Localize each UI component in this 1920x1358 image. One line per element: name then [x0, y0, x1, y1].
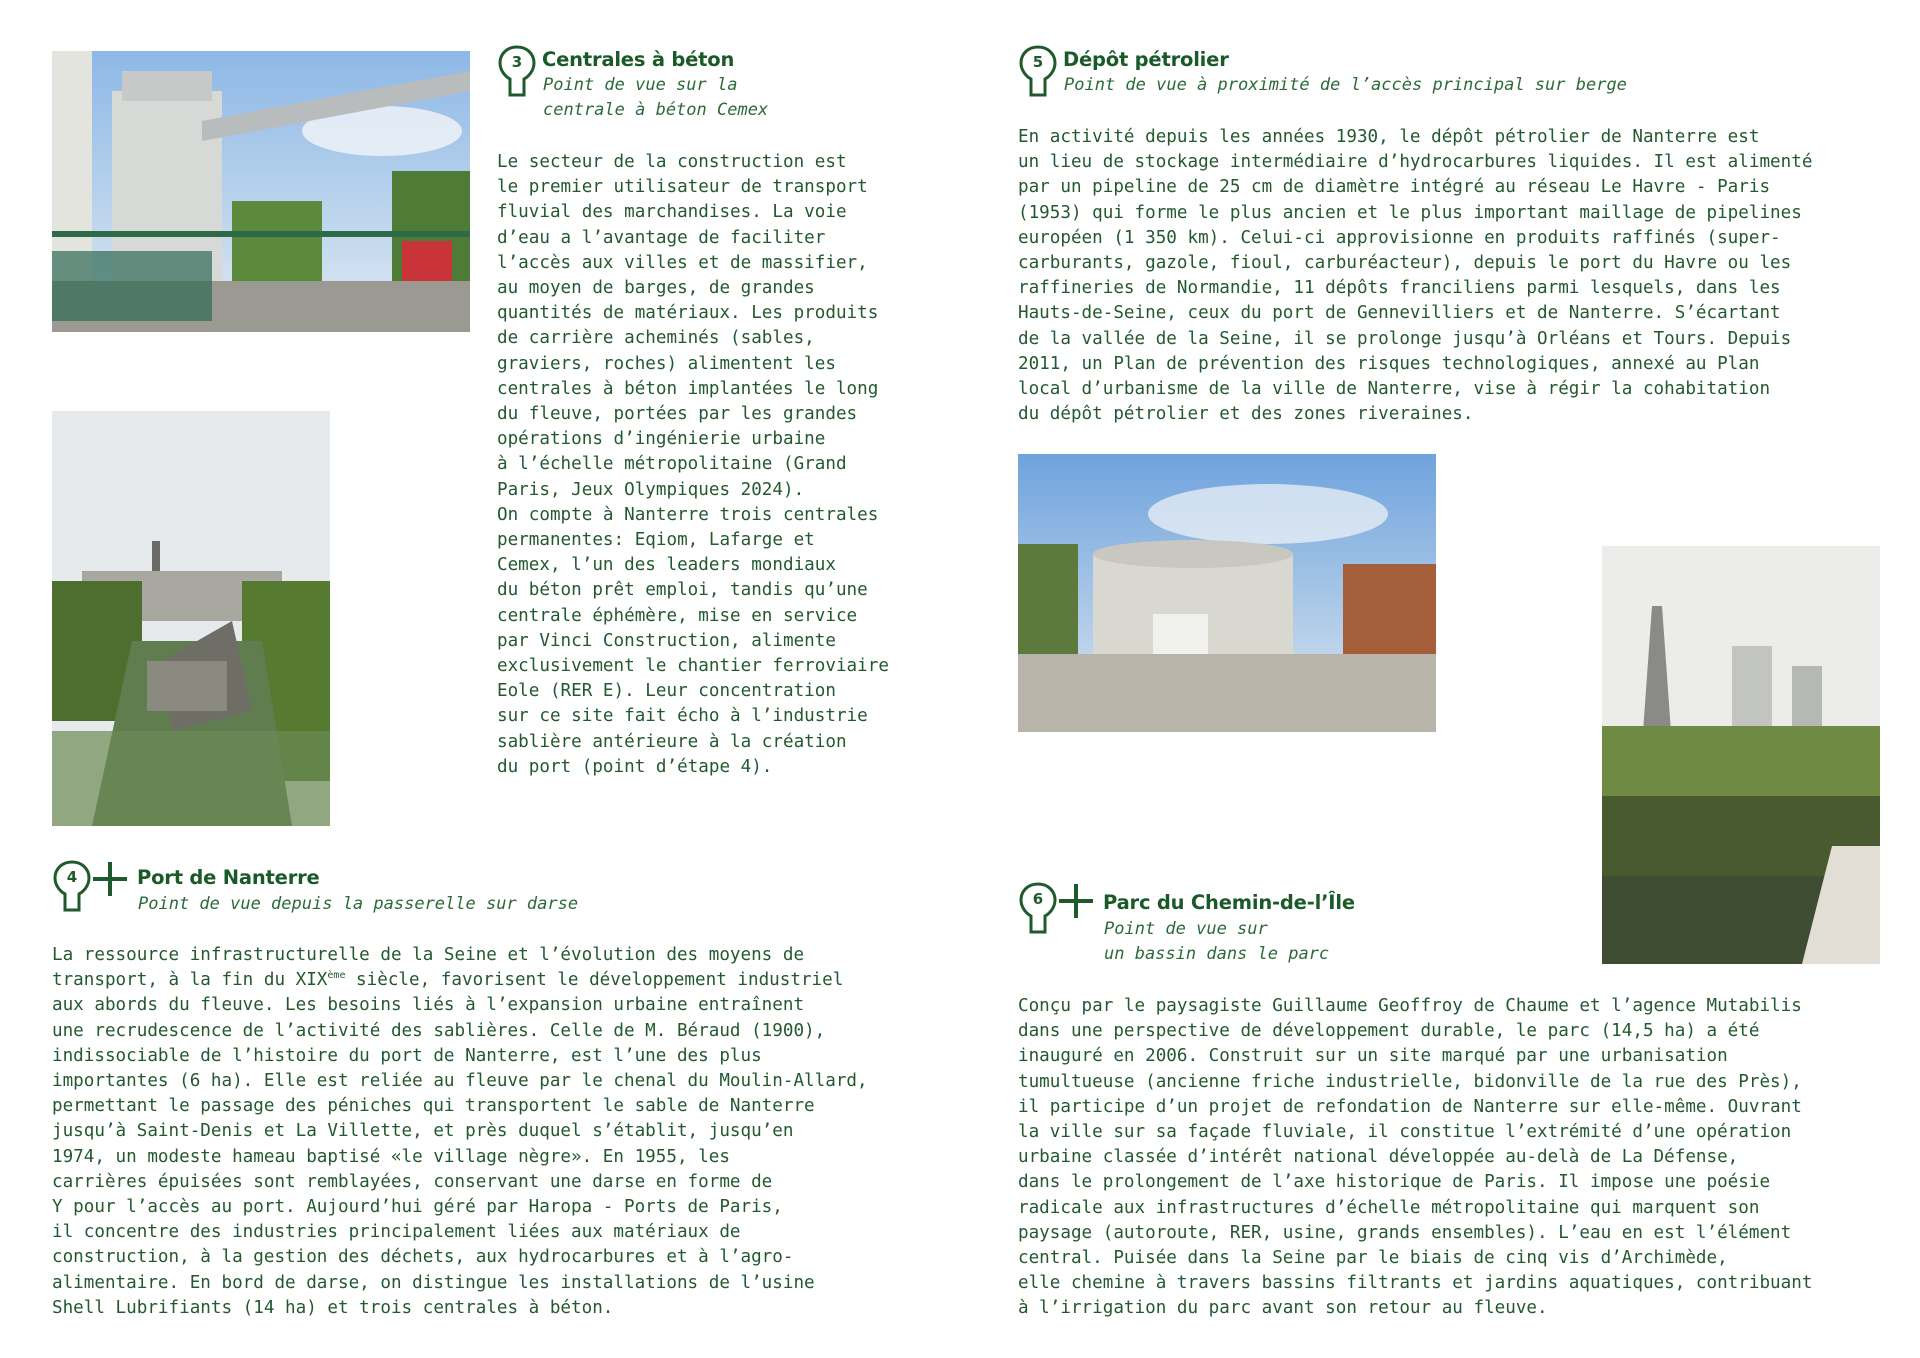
waypoint-marker-5	[1018, 45, 1058, 97]
section-title: Parc du Chemin-de-l’Île	[1103, 891, 1355, 914]
subtitle-line: Point de vue à proximité de l’accès principal sur berge	[1064, 75, 1627, 95]
body-line: quantités de matériaux. Les produits	[497, 303, 879, 324]
body-line: du fleuve, portées par les grandes	[497, 404, 858, 425]
subtitle-line: un bassin dans le parc	[1104, 944, 1330, 964]
subtitle-line: Point de vue sur la	[543, 75, 738, 95]
waypoint-marker-3	[497, 45, 537, 97]
body-line: la ville sur sa façade fluviale, il constitue l’extrémité d’une opération	[1018, 1122, 1792, 1143]
section-body	[1018, 994, 1812, 1322]
body-line: par Vinci Construction, alimente	[497, 630, 836, 651]
section-subtitle	[543, 73, 768, 123]
section-title: Port de Nanterre	[137, 866, 320, 889]
section-body	[1018, 125, 1812, 427]
body-line: Cemex, l’un des leaders mondiaux	[497, 555, 836, 576]
body-line: exclusivement le chantier ferroviaire	[497, 656, 889, 677]
body-line: dans une perspective de développement durable, le parc (14,5 ha) a été	[1018, 1021, 1760, 1042]
plus-icon	[1059, 884, 1093, 918]
body-line: graviers, roches) alimentent les	[497, 353, 836, 374]
body-line: fluvial des marchandises. La voie	[497, 202, 847, 223]
body-line: permettant le passage des péniches qui transportent le sable de Nanterre	[52, 1096, 815, 1117]
subtitle-line: Point de vue depuis la passerelle sur darse	[138, 894, 579, 914]
body-line: elle chemine à travers bassins filtrants et jardins aquatiques, contribuant	[1018, 1273, 1813, 1294]
body-line: En activité depuis les années 1930, le dépôt pétrolier de Nanterre est	[1018, 127, 1760, 147]
body-line: Y pour l’accès au port. Aujourd’hui géré par Haropa - Ports de Paris,	[52, 1197, 783, 1218]
section-body	[497, 150, 889, 780]
body-line: urbaine classée d’intérêt national développée au-delà de La Défense,	[1018, 1147, 1739, 1168]
photo-barge-darse	[52, 411, 330, 826]
body-line: Le secteur de la construction est	[497, 152, 847, 172]
plus-icon	[93, 862, 127, 896]
body-line: une recrudescence de l’activité des sablières. Celle de M. Béraud (1900),	[52, 1020, 826, 1041]
section-subtitle	[1104, 917, 1329, 967]
body-line: local d’urbanisme de la ville de Nanterre, vise à régir la cohabitation	[1018, 379, 1771, 400]
body-line: il participe d’un projet de refondation de Nanterre sur elle-même. Ouvrant	[1018, 1096, 1802, 1117]
body-line: (1953) qui forme le plus ancien et le plus important maillage de pipelines	[1018, 202, 1802, 223]
body-line: européen (1 350 km). Celui-ci approvisionne en produits raffinés (super-	[1018, 227, 1781, 248]
body-line: à l’irrigation du parc avant son retour au fleuve.	[1018, 1298, 1548, 1319]
body-line: permanentes: Eqiom, Lafarge et	[497, 530, 815, 551]
body-line: alimentaire. En bord de darse, on distingue les installations de l’usine	[52, 1272, 815, 1293]
body-line: l’accès aux villes et de massifier,	[497, 252, 868, 273]
photo-oil-depot	[1018, 454, 1436, 732]
waypoint-number: 6	[1032, 890, 1044, 908]
body-line: Shell Lubrifiants (14 ha) et trois centrales à béton.	[52, 1297, 614, 1318]
waypoint-marker-4	[52, 860, 92, 912]
section-subtitle	[1064, 73, 1627, 98]
body-line: construction, à la gestion des déchets, aux hydrocarbures et à l’agro-	[52, 1247, 794, 1268]
body-line: Paris, Jeux Olympiques 2024).	[497, 479, 805, 500]
section-subtitle	[138, 892, 578, 917]
body-line: jusqu’à Saint-Denis et La Villette, et près duquel s’établit, jusqu’en	[52, 1121, 794, 1142]
body-line: raffineries de Normandie, 11 dépôts franciliens parmi lesquels, dans les	[1018, 278, 1781, 299]
body-line: Eole (RER E). Leur concentration	[497, 681, 836, 702]
subtitle-line: centrale à béton Cemex	[543, 100, 769, 120]
body-fragment: transport, à la fin du XIX	[52, 970, 328, 991]
body-line: inauguré en 2006. Construit sur un site marqué par une urbanisation	[1018, 1046, 1728, 1067]
body-line: du dépôt pétrolier et des zones riveraines.	[1018, 404, 1474, 425]
body-line: un lieu de stockage intermédiaire d’hydrocarbures liquides. Il est alimenté	[1018, 152, 1813, 173]
section-body	[52, 943, 868, 1321]
body-line	[52, 968, 868, 993]
body-line: carrières épuisées sont remblayées, conservant une darse en forme de	[52, 1171, 773, 1192]
body-line: dans le prolongement de l’axe historique de Paris. Il impose une poésie	[1018, 1172, 1771, 1193]
body-line: sur ce site fait écho à l’industrie	[497, 706, 868, 727]
body-line: indissociable de l’histoire du port de Nanterre, est l’une des plus	[52, 1045, 762, 1066]
body-line: de la vallée de la Seine, il se prolonge jusqu’à Orléans et Tours. Depuis	[1018, 328, 1792, 349]
body-line: centrale éphémère, mise en service	[497, 605, 858, 626]
subtitle-line: Point de vue sur	[1104, 919, 1268, 939]
body-line: On compte à Nanterre trois centrales	[497, 504, 879, 525]
body-line: central. Puisée dans la Seine par le biais de cinq vis d’Archimède,	[1018, 1248, 1728, 1269]
body-line: aux abords du fleuve. Les besoins liés à l’expansion urbaine entraînent	[52, 995, 805, 1016]
body-line: paysage (autoroute, RER, usine, grands ensembles). L’eau en est l’élément	[1018, 1222, 1792, 1243]
waypoint-marker-6	[1018, 882, 1058, 934]
body-line: du béton prêt emploi, tandis qu’une	[497, 580, 868, 601]
body-line: à l’échelle métropolitaine (Grand	[497, 454, 847, 475]
section-title: Dépôt pétrolier	[1063, 48, 1229, 71]
photo-concrete-plant	[52, 51, 470, 332]
body-line: sablière antérieure à la création	[497, 731, 847, 752]
waypoint-number: 4	[66, 868, 78, 886]
body-line: Hauts-de-Seine, ceux du port de Gennevilliers et de Nanterre. S’écartant	[1018, 303, 1781, 324]
body-line: au moyen de barges, de grandes	[497, 278, 815, 299]
body-line: de carrière acheminés (sables,	[497, 328, 815, 349]
body-line: 1974, un modeste hameau baptisé «le village nègre». En 1955, les	[52, 1146, 730, 1167]
waypoint-number: 5	[1032, 53, 1044, 71]
body-line: radicale aux infrastructures d’échelle métropolitaine qui marquent son	[1018, 1197, 1760, 1218]
body-fragment: siècle, favorisent le développement industriel	[345, 970, 844, 991]
body-line: carburants, gazole, fioul, carburéacteur), depuis le port du Havre ou les	[1018, 253, 1792, 274]
body-line: le premier utilisateur de transport	[497, 177, 868, 198]
body-line: La ressource infrastructurelle de la Seine et l’évolution des moyens de	[52, 945, 805, 965]
superscript: ème	[327, 970, 346, 982]
section-title: Centrales à béton	[542, 48, 735, 71]
waypoint-number: 3	[511, 53, 523, 71]
photo-park-basin	[1602, 546, 1880, 964]
body-line: Conçu par le paysagiste Guillaume Geoffroy de Chaume et l’agence Mutabilis	[1018, 996, 1802, 1016]
body-line: importantes (6 ha). Elle est reliée au fleuve par le chenal du Moulin-Allard,	[52, 1071, 868, 1092]
body-line: du port (point d’étape 4).	[497, 756, 773, 777]
body-line: opérations d’ingénierie urbaine	[497, 429, 826, 450]
body-line: 2011, un Plan de prévention des risques technologiques, annexé au Plan	[1018, 353, 1760, 374]
body-line: d’eau a l’avantage de faciliter	[497, 227, 826, 248]
body-line: il concentre des industries principalement liées aux matériaux de	[52, 1222, 741, 1243]
body-line: par un pipeline de 25 cm de diamètre intégré au réseau Le Havre - Paris	[1018, 177, 1771, 198]
body-line: tumultueuse (ancienne friche industrielle, bidonville de la rue des Près),	[1018, 1071, 1802, 1092]
body-line: centrales à béton implantées le long	[497, 378, 879, 399]
